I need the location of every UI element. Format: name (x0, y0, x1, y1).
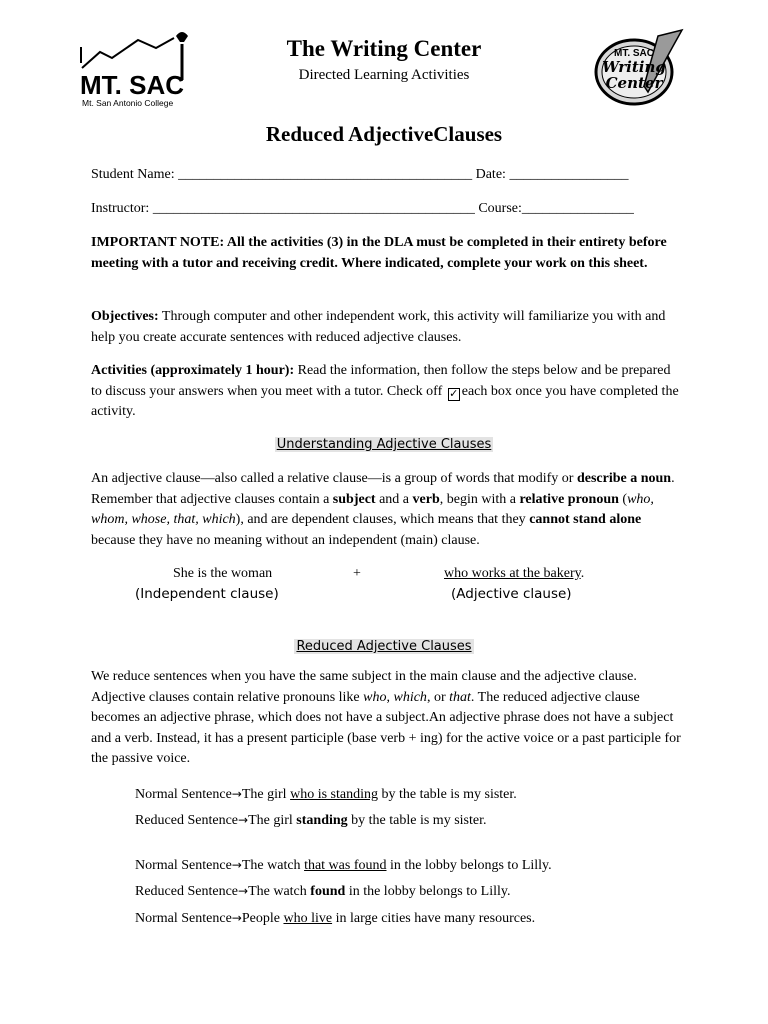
bold-run: verb (412, 491, 440, 507)
activities-label: Activities (approximately 1 hour): (91, 363, 295, 378)
section-heading-understanding (0, 437, 768, 452)
text-run: We reduce sentences when you have the same subject in the main clause and the adjective clause. Adjective clauses contain relative pronouns like (91, 669, 637, 705)
text-run: An adjective clause—also called a relative clause—is a group of words that modify or (91, 471, 577, 486)
writing-center-logo (588, 28, 692, 108)
example-adjective-clause (444, 566, 584, 582)
adjective-clause-note: (Adjective clause) (451, 586, 572, 602)
arrow-right-icon: → (231, 787, 242, 801)
independent-clause-note: (Independent clause) (135, 586, 279, 602)
example-label: Normal Sentence (135, 911, 232, 926)
objectives-paragraph (91, 307, 681, 348)
header-subtitle: Directed Learning Activities (298, 67, 470, 83)
bold-run: found (310, 884, 346, 899)
instructor-field[interactable]: ______________________________________________ (152, 201, 475, 216)
text-run: The girl (241, 787, 291, 802)
adjective-clause-text: who works at the bakery (444, 566, 581, 581)
logo-right-line2: Writing (602, 58, 666, 76)
italic-run: which (393, 689, 427, 705)
period: . (580, 566, 585, 581)
text-run: because they have no meaning without an independent (main) clause. (91, 532, 480, 548)
student-name-field[interactable]: __________________________________________ (178, 167, 473, 182)
bold-run: subject (332, 491, 376, 507)
adjective-clause-paragraph (91, 469, 681, 551)
example-label: Reduced Sentence (135, 813, 239, 828)
example-label: Reduced Sentence (135, 884, 239, 899)
activities-text-a: Read the information, then follow the steps below and be prepared to discuss your answers when you meet with a tutor. Check off (91, 363, 671, 399)
text-run: ( (618, 491, 628, 507)
instructor-label: Instructor: (91, 201, 150, 216)
italic-run: that (449, 689, 471, 705)
arrow-right-icon: → (238, 813, 249, 827)
course-field[interactable]: ________________ (521, 201, 634, 216)
bold-run: standing (296, 813, 348, 828)
text-run: The watch (248, 884, 311, 899)
logo-right-line1: MT. SAC (614, 48, 654, 59)
italic-run: who (363, 689, 387, 705)
bold-run: cannot stand alone (529, 512, 642, 527)
course-label: Course: (478, 201, 522, 216)
text-run: and a (375, 491, 413, 507)
text-run: , or (426, 689, 450, 705)
section-heading-text: Reduced Adjective Clauses (296, 639, 472, 654)
activities-paragraph (91, 361, 681, 423)
pen-badge-icon (588, 28, 692, 108)
arrow-right-icon: → (238, 884, 249, 898)
underlined-run: that was found (304, 858, 387, 873)
logo-sub-text: Mt. San Antonio College (82, 98, 174, 108)
example-reduced-2 (135, 884, 510, 900)
important-note (91, 233, 681, 274)
date-label: Date: (475, 167, 506, 182)
example-normal-3 (135, 911, 535, 927)
text-run: in the lobby belongs to Lilly. (386, 858, 552, 873)
text-run: The girl (248, 813, 297, 828)
example-independent-clause: She is the woman (173, 566, 273, 581)
important-text: All the activities (3) in the DLA must be completed in their entirety before meeting with a tutor and receiving credit. Where indicated, complete your work on this sheet. (91, 235, 667, 271)
text-run: in the lobby belongs to Lilly. (345, 884, 511, 899)
plus-sign: + (353, 566, 361, 581)
arrow-right-icon: → (231, 911, 242, 925)
document-title: Reduced AdjectiveClauses (265, 122, 503, 146)
objectives-text: Through computer and other independent work, this activity will familiarize you with and help you create accurate sentences with reduced adjective clauses. (91, 309, 666, 345)
example-normal-2 (135, 858, 552, 874)
date-field[interactable]: _________________ (509, 167, 629, 182)
text-run: by the table is my sister. (347, 813, 487, 828)
section-heading-text: Understanding Adjective Clauses (276, 437, 492, 452)
instructor-row (91, 201, 691, 217)
header-title: The Writing Center (286, 36, 482, 61)
text-run: ), and are dependent clauses, which means that they (235, 512, 530, 527)
student-name-row (91, 167, 691, 183)
example-normal-1 (135, 787, 517, 803)
checkbox-icon: ✓ (449, 386, 459, 400)
underlined-run: who live (283, 911, 333, 926)
important-label: IMPORTANT NOTE: (91, 235, 225, 250)
text-run: , begin with a (439, 491, 520, 507)
text-run: . The reduced adjective clause becomes an adjective phrase, which does not have a subject.An adjective phrase does not have a subject and a verb. Instead, it has a present participle (base verb + ing) for the active voice or a past participle for the passive voice. (91, 689, 681, 766)
section-heading-reduced (0, 639, 768, 654)
text-run: The watch (241, 858, 305, 873)
activities-text-b: each box once you have completed the activity. (91, 383, 679, 419)
text-run: . Remember that adjective clauses contain a (91, 471, 675, 507)
text-run: by the table is my sister. (377, 787, 517, 802)
text-run: in large cities have many resources. (332, 911, 536, 926)
underlined-run: who is standing (290, 787, 378, 802)
objectives-label: Objectives: (91, 309, 159, 324)
logo-right-line3: Center (605, 74, 663, 92)
text-run: , (386, 689, 394, 705)
example-reduced-1 (135, 813, 486, 829)
logo-main-text: MT. SAC (80, 70, 184, 100)
bold-run: describe a noun (576, 471, 672, 486)
example-label: Normal Sentence (135, 787, 232, 802)
text-run: People (241, 911, 284, 926)
reduced-clause-paragraph (91, 667, 681, 770)
italic-run: who, whom, whose, that, which (91, 491, 654, 527)
student-name-label: Student Name: (91, 167, 175, 182)
bold-run: relative pronoun (519, 491, 619, 507)
arrow-right-icon: → (231, 858, 242, 872)
example-label: Normal Sentence (135, 858, 232, 873)
